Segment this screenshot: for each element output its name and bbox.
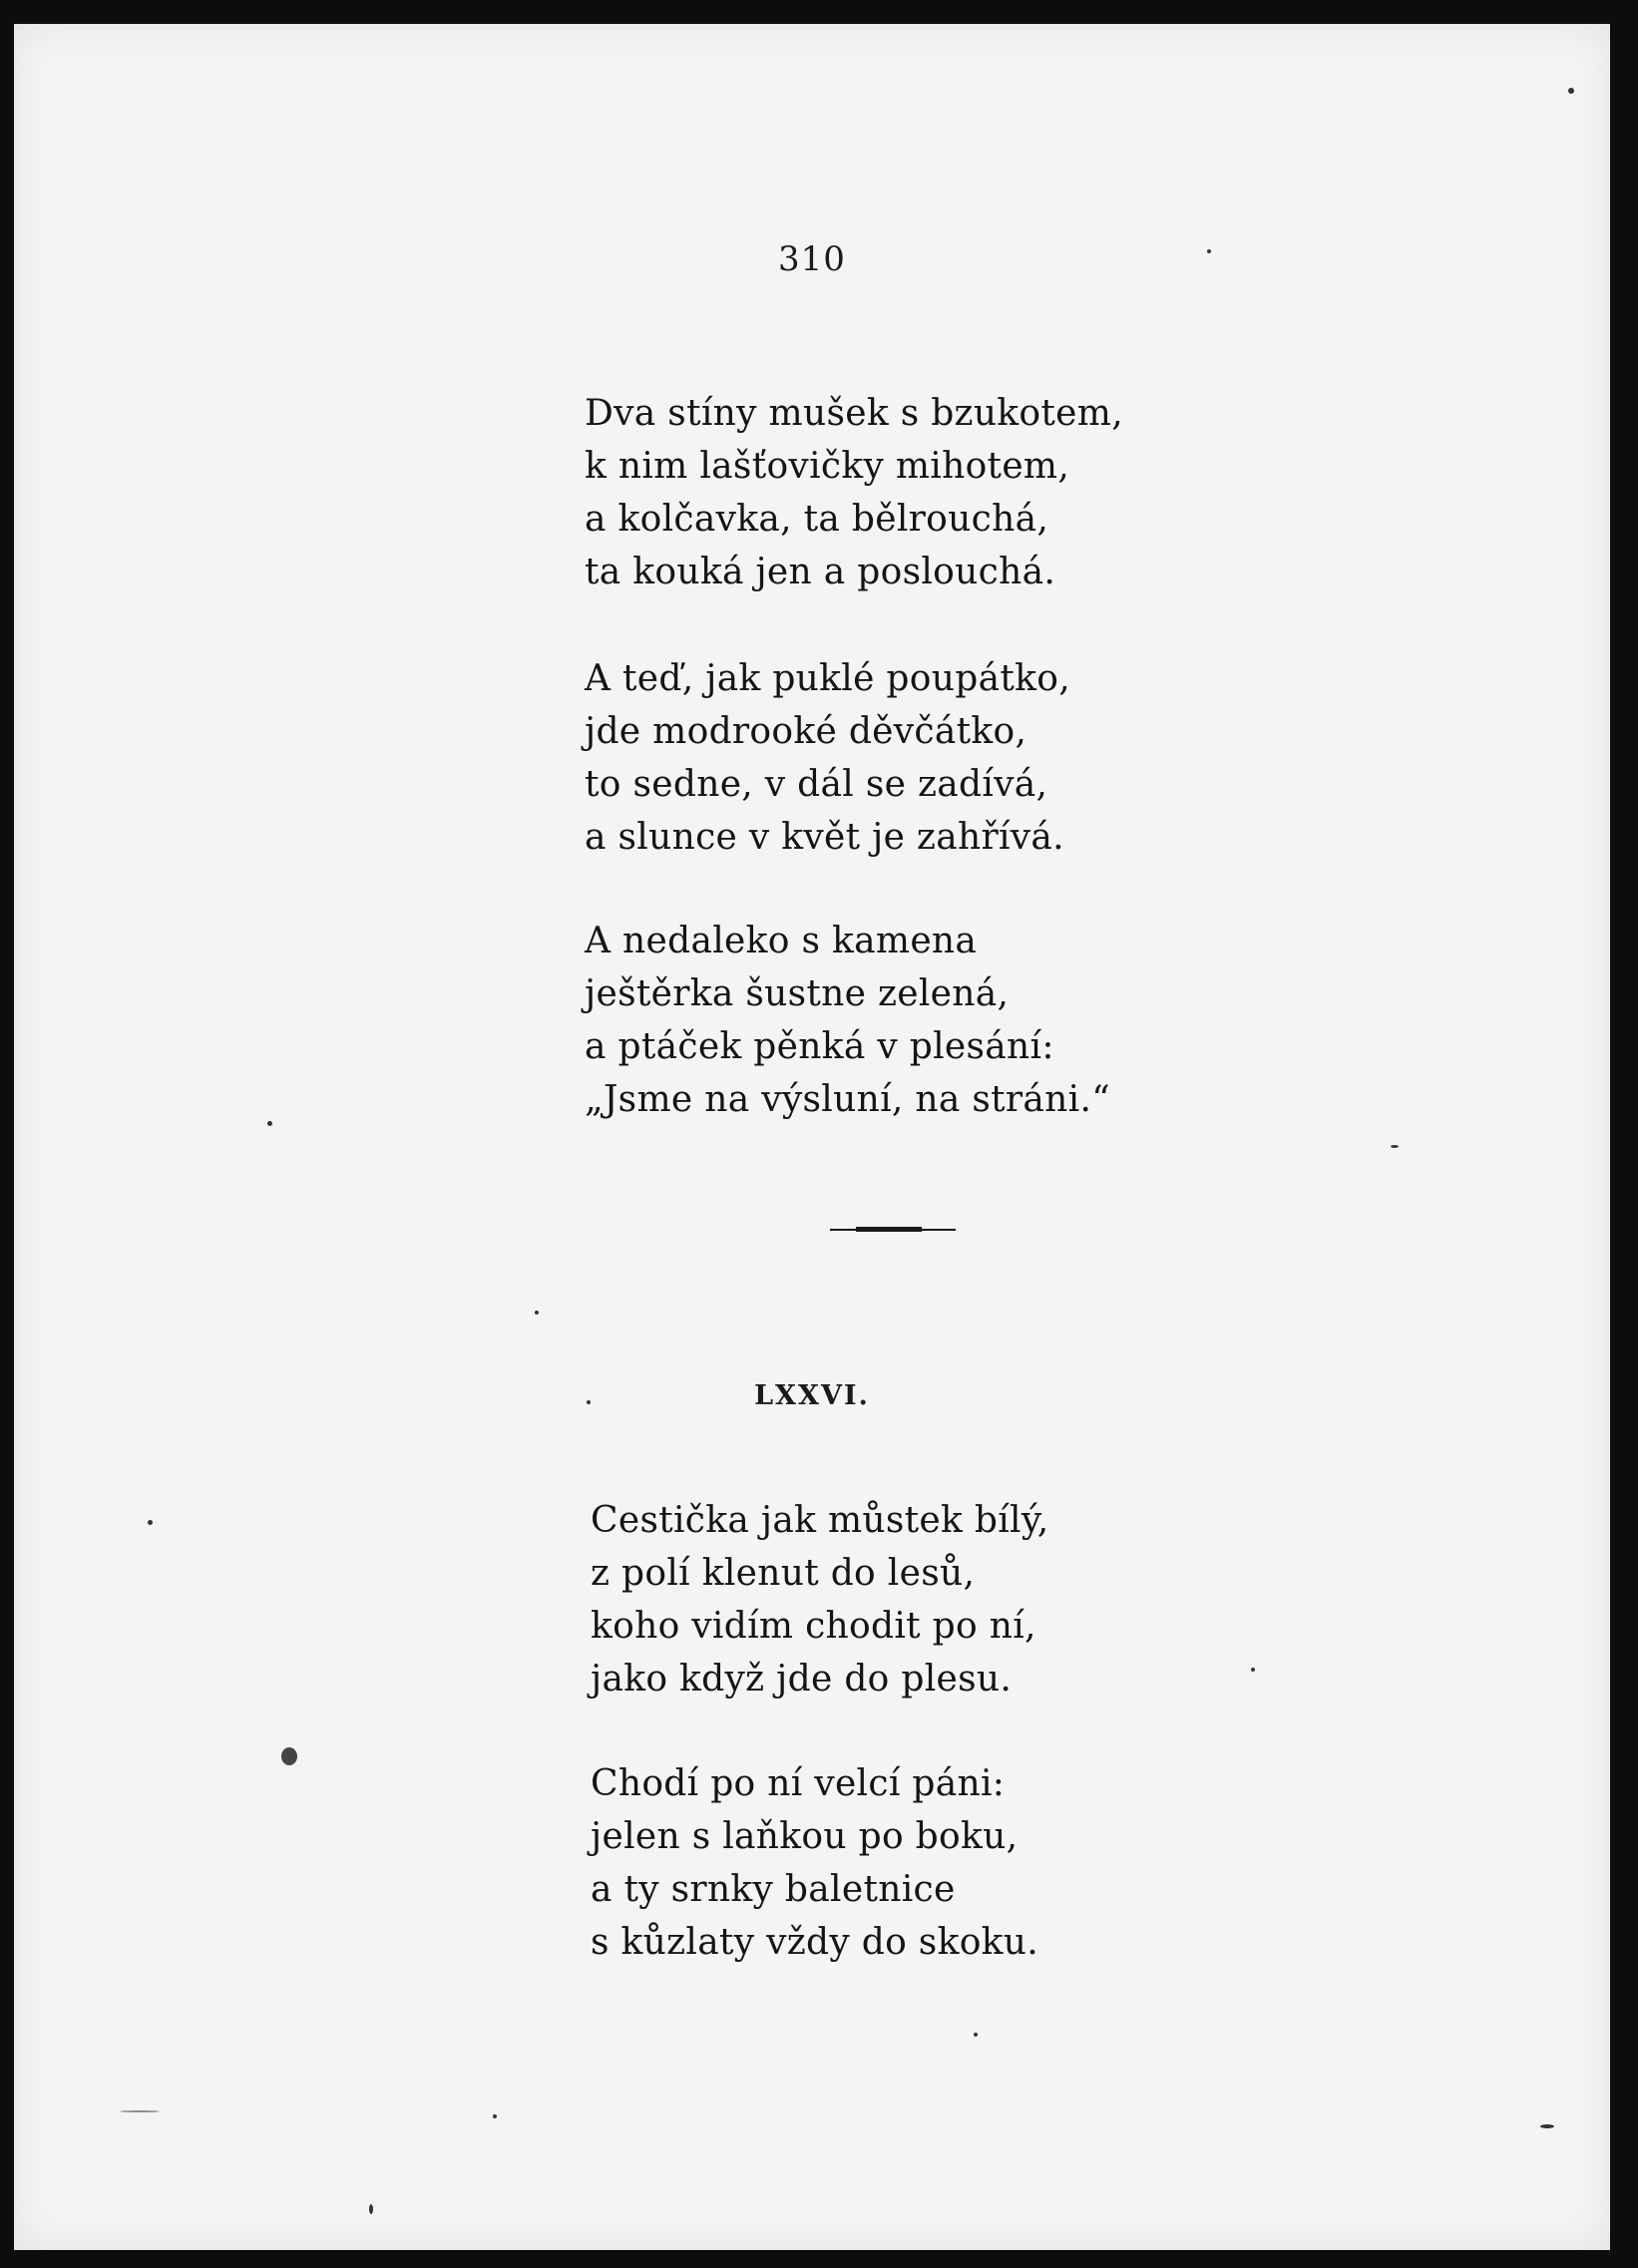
scan-speck [281,1747,297,1765]
stanza-1 [585,387,1123,598]
verse-line: A nedaleko s kamena [585,921,978,961]
verse-line: A teď, jak puklé poupátko, [585,658,1070,699]
scan-speck [1251,1668,1255,1672]
verse-line: a ptáček pěnká v plesání: [585,1026,1054,1067]
scan-speck [974,2033,978,2037]
scan-speck [267,1121,272,1126]
verse-line: a kolčavka, ta bělrouchá, [585,499,1049,540]
scan-speck [1207,249,1211,253]
verse-line: jelen s laňkou po boku, [591,1816,1019,1857]
verse-line: ještěrka šustne zelená, [585,973,1010,1014]
stanza-2 [585,652,1070,864]
scan-speck [1540,2124,1554,2128]
verse-line: a ty srnky baletnice [591,1869,956,1910]
verse-line: s kůzlaty vždy do skoku. [591,1922,1039,1963]
stanza-4 [591,1494,1048,1705]
verse-line: Cestička jak můstek bílý, [591,1500,1049,1541]
scan-speck [369,2204,373,2214]
verse-line: jako když jde do plesu. [591,1659,1013,1700]
section-divider [830,1227,956,1232]
verse-line: to sedne, v dál se zadívá, [585,764,1048,805]
divider-rule-center [856,1227,922,1232]
verse-line: Dva stíny mušek s bzukotem, [585,393,1123,434]
book-page [14,24,1610,2250]
scan-speck [535,1311,539,1315]
scan-speck [148,1520,153,1525]
verse-line: koho vidím chodit po ní, [591,1606,1036,1647]
scan-speck [120,2110,160,2112]
verse-line: k nim lašťovičky mihotem, [585,446,1070,487]
scan-speck [587,1400,591,1404]
verse-line: a slunce v květ je zahřívá. [585,817,1064,858]
stanza-5 [591,1757,1038,1969]
section-heading: LXXVI. [754,1380,870,1411]
verse-line: z polí klenut do lesů, [591,1553,976,1594]
verse-line: „Jsme na výsluní, na stráni.“ [585,1079,1110,1120]
verse-line: Chodí po ní velcí páni: [591,1763,1006,1804]
stanza-3 [585,915,1110,1126]
verse-line: jde modrooké děvčátko, [585,711,1027,752]
scan-speck [1568,88,1574,94]
verse-line: ta kouká jen a poslouchá. [585,552,1056,592]
scan-speck [493,2114,497,2118]
scan-speck [1391,1145,1399,1148]
page-number: 310 [778,239,846,279]
